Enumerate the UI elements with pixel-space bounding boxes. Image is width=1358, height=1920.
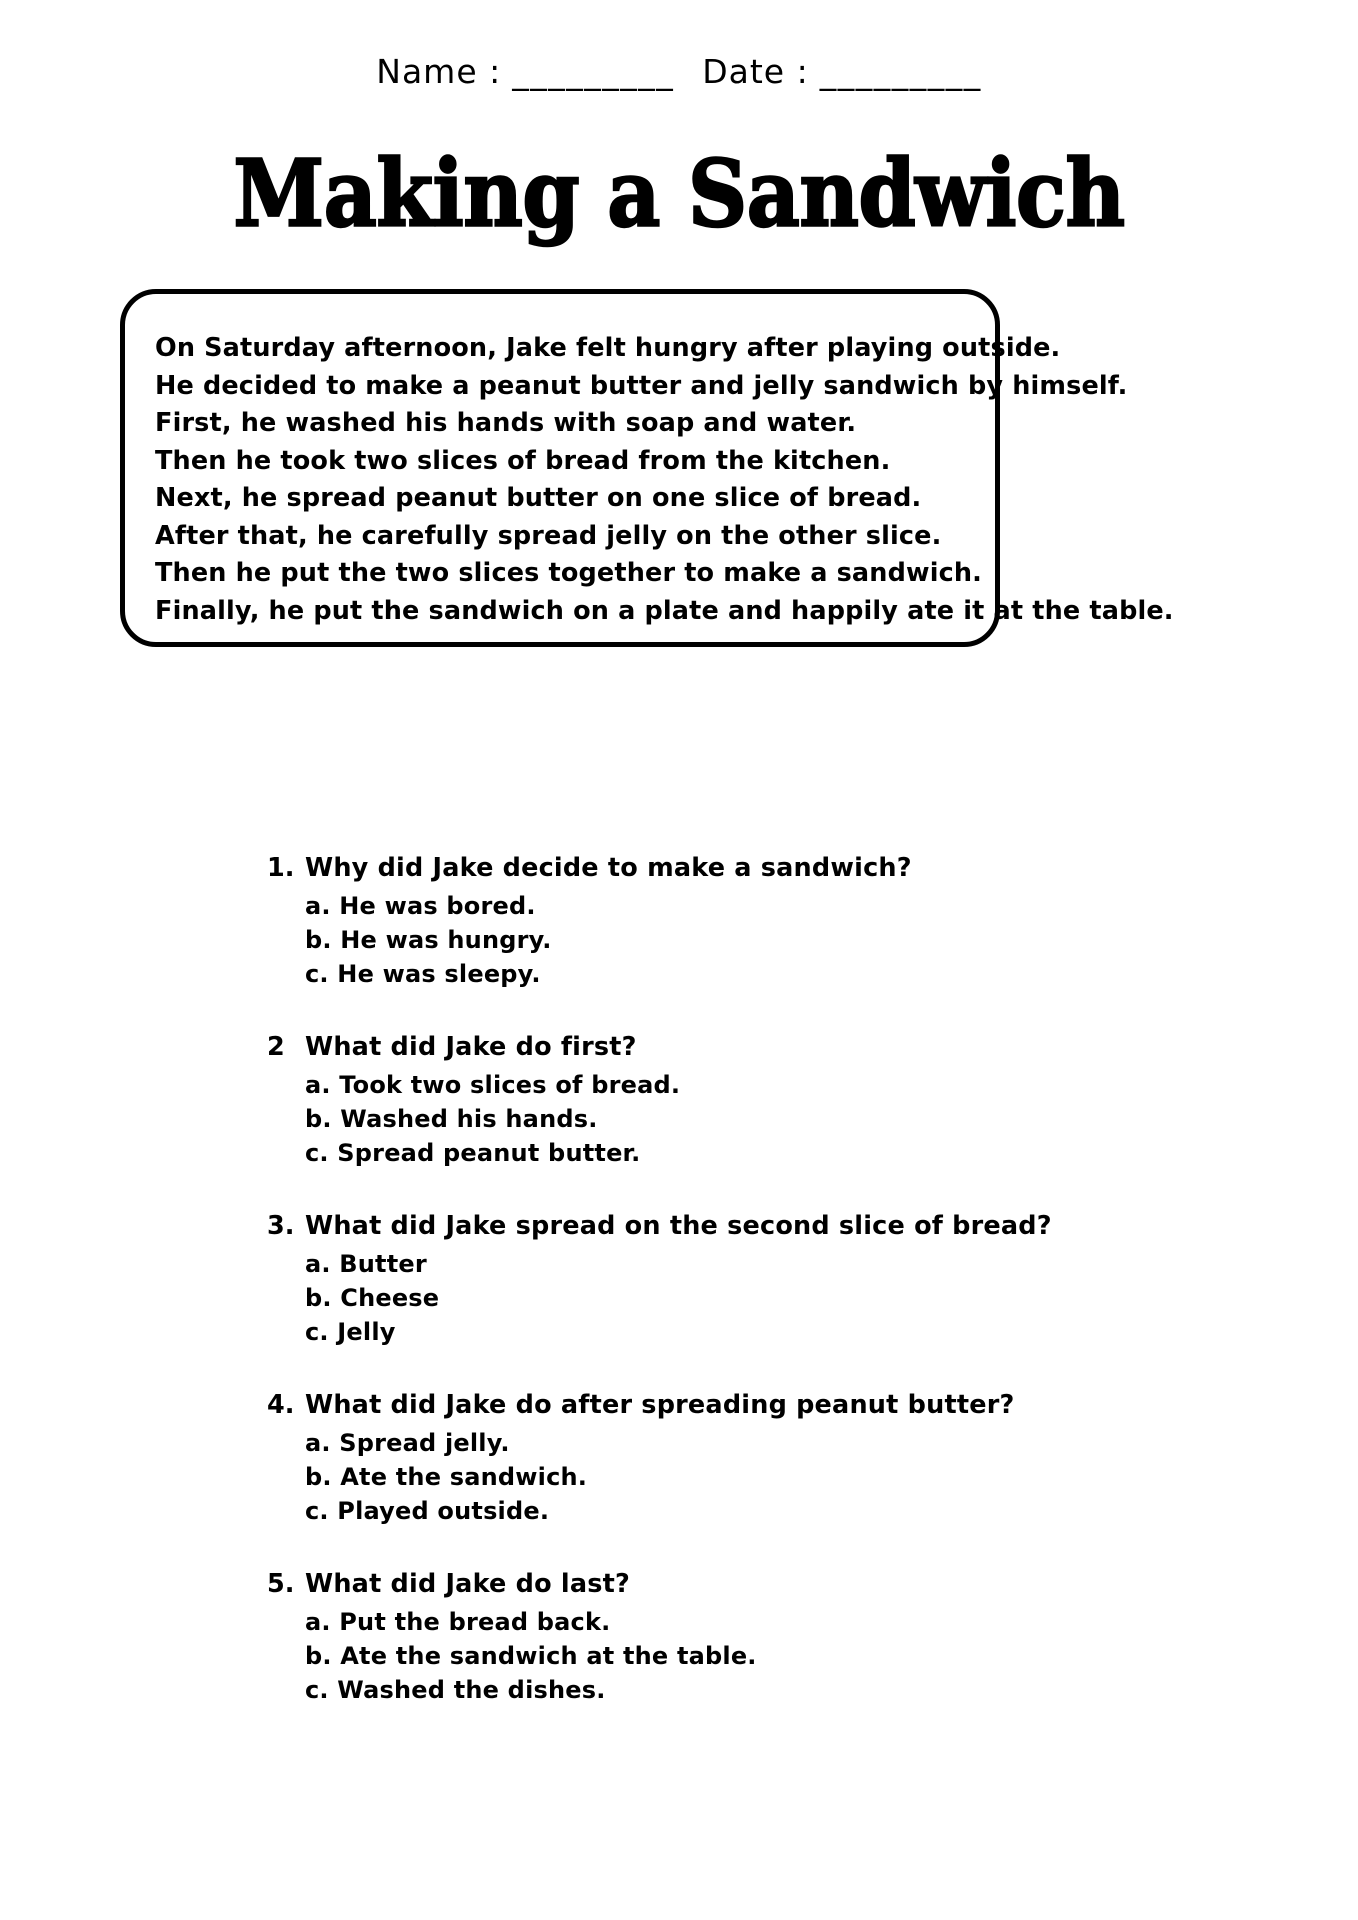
questions-list (0, 848, 1358, 1743)
option-a[interactable]: a. Spread jelly. (305, 1429, 510, 1457)
name-blank-line[interactable]: _________ (512, 52, 675, 91)
question-number: 3. (267, 1211, 295, 1241)
option-a[interactable]: a. Butter (305, 1250, 427, 1278)
story-line: Then he put the two slices together to make a sandwich. (155, 558, 983, 588)
question-text: Why did Jake decide to make a sandwich? (305, 853, 912, 883)
option-b[interactable]: b. Ate the sandwich at the table. (305, 1642, 757, 1670)
story-text (155, 330, 1174, 630)
story-line: On Saturday afternoon, Jake felt hungry after playing outside. (155, 333, 1061, 363)
question-item (0, 1385, 1358, 1528)
option-b[interactable]: b. Cheese (305, 1284, 440, 1312)
option-b[interactable]: b. Ate the sandwich. (305, 1463, 588, 1491)
question-item (0, 1027, 1358, 1170)
question-text: What did Jake do after spreading peanut butter? (305, 1390, 1015, 1420)
question-item (0, 848, 1358, 991)
question-item (0, 1564, 1358, 1707)
name-label: Name : (376, 52, 502, 91)
question-text: What did Jake do first? (305, 1032, 637, 1062)
option-c[interactable]: c. He was sleepy. (305, 960, 541, 988)
question-heading (0, 1385, 1358, 1426)
question-heading (0, 848, 1358, 889)
story-line: He decided to make a peanut butter and jelly sandwich by himself. (155, 370, 1128, 401)
option-a[interactable]: a. Put the bread back. (305, 1608, 611, 1636)
question-item (0, 1206, 1358, 1349)
question-heading (0, 1206, 1358, 1247)
option-c[interactable]: c. Played outside. (305, 1497, 550, 1525)
name-field[interactable] (376, 52, 674, 91)
option-c[interactable]: c. Spread peanut butter. (305, 1139, 641, 1167)
question-number: 5. (267, 1569, 295, 1599)
option-b[interactable]: b. Washed his hands. (305, 1105, 598, 1133)
page-title: Making a Sandwich (233, 140, 1125, 248)
story-line: First, he washed his hands with soap and water. (155, 408, 857, 438)
question-text: What did Jake do last? (305, 1569, 630, 1599)
option-b[interactable]: b. He was hungry. (305, 926, 552, 954)
question-number: 4. (267, 1390, 295, 1420)
name-date-header (0, 52, 1358, 91)
option-a[interactable]: a. He was bored. (305, 892, 536, 920)
question-text: What did Jake spread on the second slice of bread? (305, 1211, 1052, 1241)
story-box (120, 289, 1174, 647)
question-heading (0, 1564, 1358, 1605)
question-number: 2 (267, 1032, 285, 1062)
date-blank-line[interactable]: _________ (819, 52, 982, 91)
date-label: Date : (702, 52, 809, 91)
date-field[interactable] (702, 52, 981, 91)
option-c[interactable]: c. Jelly (305, 1318, 396, 1346)
story-line: Then he took two slices of bread from the kitchen. (155, 445, 891, 476)
question-number: 1. (267, 853, 295, 883)
question-heading (0, 1027, 1358, 1068)
story-line: After that, he carefully spread jelly on the other slice. (155, 520, 942, 551)
story-line: Next, he spread peanut butter on one slice of bread. (155, 483, 922, 513)
story-line: Finally, he put the sandwich on a plate and happily ate it at the table. (155, 595, 1174, 626)
option-c[interactable]: c. Washed the dishes. (305, 1676, 606, 1704)
option-a[interactable]: a. Took two slices of bread. (305, 1071, 681, 1099)
